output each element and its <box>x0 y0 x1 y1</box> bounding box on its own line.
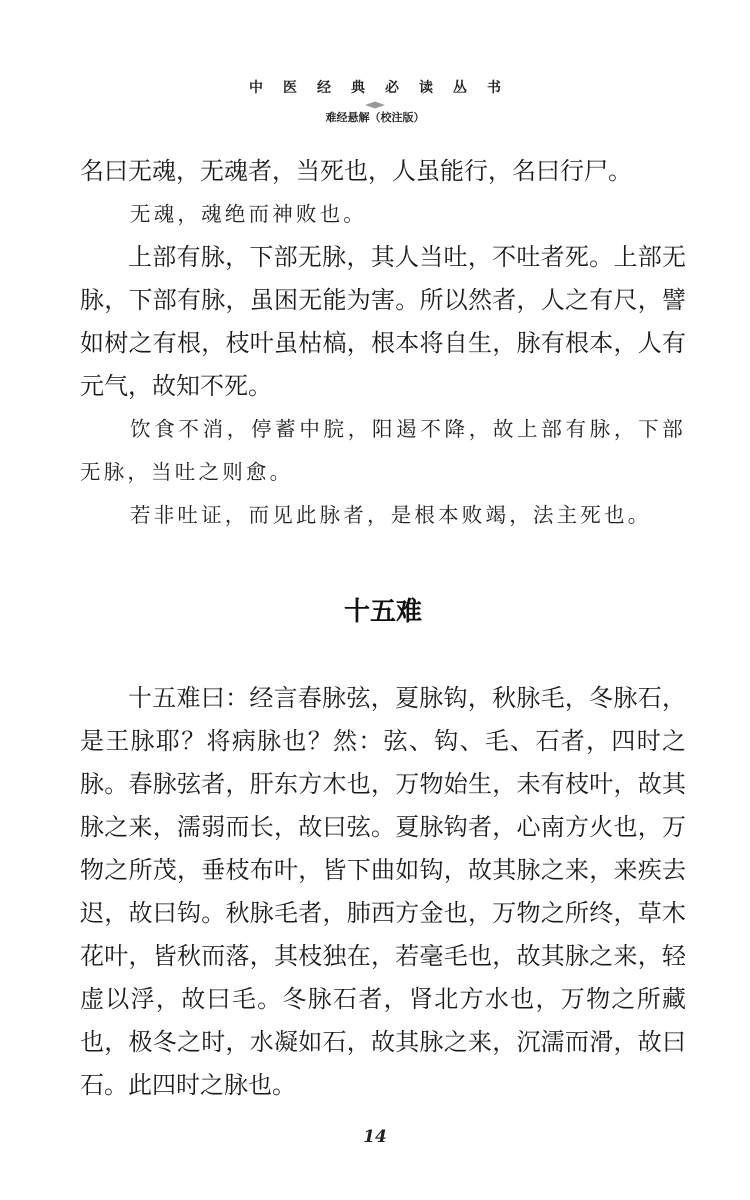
ornament-rule-graphic <box>200 101 550 109</box>
text-paragraph: 名曰无魂，无魂者，当死也，人虽能行，名曰行尸。 <box>80 157 632 185</box>
section-heading: 十五难 <box>343 597 422 627</box>
text-paragraph: 上部有脉，下部无脉，其人当吐，不吐者死。上部无脉，下部有脉，虽困无能为害。所以然者，人之有尺，譬如树之有根，枝叶虽枯槁，根本将自生，脉有根本，人有元气，故知不死。 <box>80 243 686 400</box>
book-title: 难经悬解（校注版） <box>325 111 425 124</box>
page-number: 14 <box>363 1127 387 1147</box>
page-body <box>80 150 686 1107</box>
series-title: 中医经典必读丛书 <box>249 80 521 96</box>
commentary-paragraph: 饮食不消，停蓄中脘，阳遏不降，故上部有脉，下部无脉，当吐之则愈。 <box>80 417 686 484</box>
text-paragraph: 十五难曰：经言春脉弦，夏脉钩，秋脉毛，冬脉石，是王脉耶？将病脉也？然：弦、钩、毛、石者，四时之脉。春脉弦者，肝东方木也，万物始生，未有枝叶，故其脉之来，濡弱而长，故曰弦。夏脉钩者，心南方火也，万物之所茂，垂枝布叶，皆下曲如钩，故其脉之来，来疾去迟，故曰钩。秋脉毛者，肺西方金也，万物之所终，草木花叶，皆秋而落，其枝独在，若毫毛也，故其脉之来，轻虚以浮，故曰毛。冬脉石者，肾北方水也，万物之所藏也，极冬之时，水凝如石，故其脉之来，沉濡而滑，故曰石。此四时之脉也。 <box>80 684 686 1099</box>
header-ornament-rule <box>200 101 550 109</box>
commentary-paragraph: 若非吐证，而见此脉者，是根本败竭，法主死也。 <box>130 503 652 527</box>
running-header <box>0 78 750 126</box>
commentary-paragraph: 无魂，魂绝而神败也。 <box>130 202 367 226</box>
